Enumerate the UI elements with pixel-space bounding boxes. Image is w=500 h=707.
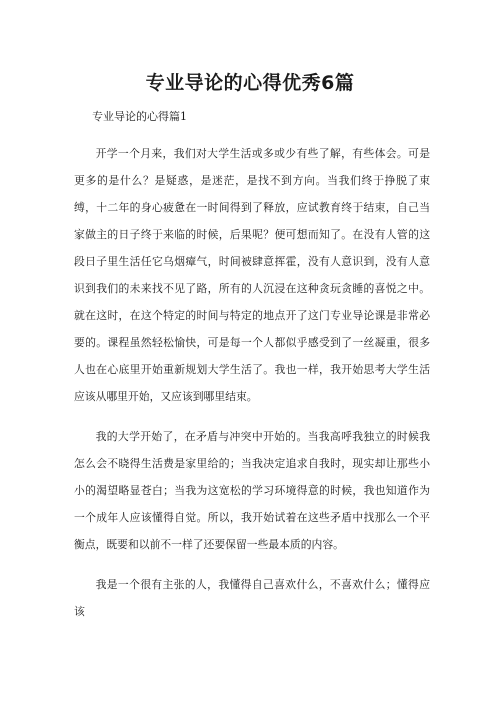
paragraph-2: 我的大学开始了，在矛盾与冲突中开始的。当我高呼我独立的时候我怎么会不晓得生活费是家里给的；当我决定追求自我时，现实却让那些小小的渴望略显苍白；当我为这宽松的学习环境得意的时候，我也知道作为一个成年人应该懂得自觉。所以，我开始试着在这些矛盾中找那么一个平衡点，既要和以前不一样了还要保留一些最本质的内容。 [74,430,430,551]
page-title: 专业导论的心得优秀6篇 [145,72,355,94]
paragraph-1: 开学一个月来，我们对大学生活或多或少有些了解，有些体会。可是更多的是什么？是疑惑，是迷茫，是找不到方向。当我们终于挣脱了束缚，十二年的身心疲惫在一时间得到了释放，应试教育终于结束，自己当家做主的日子终于来临的时候，后果呢？便可想而知了。在没有人管的这段日子里生活任它乌烟瘴气，时间被肆意挥霍，没有人意识到，没有人意识到我们的未来找不见了路，所有的人沉浸在这种贪玩贪睡的喜悦之中。就在这时，在这个特定的时间与特定的地点开了这门专业导论课是非常必要的。课程虽然轻松愉快，可是每一个人都似乎感受到了一丝凝重，很多人也在心底里开始重新规划大学生活了。我也一样，我开始思考大学生活应该从哪里开始，又应该到哪里结束。 [74,147,430,403]
paragraph-3: 我是一个很有主张的人，我懂得自己喜欢什么，不喜欢什么；懂得应该 [74,578,430,618]
document-body [74,140,430,638]
section-heading: 专业导论的心得篇1 [92,110,187,123]
